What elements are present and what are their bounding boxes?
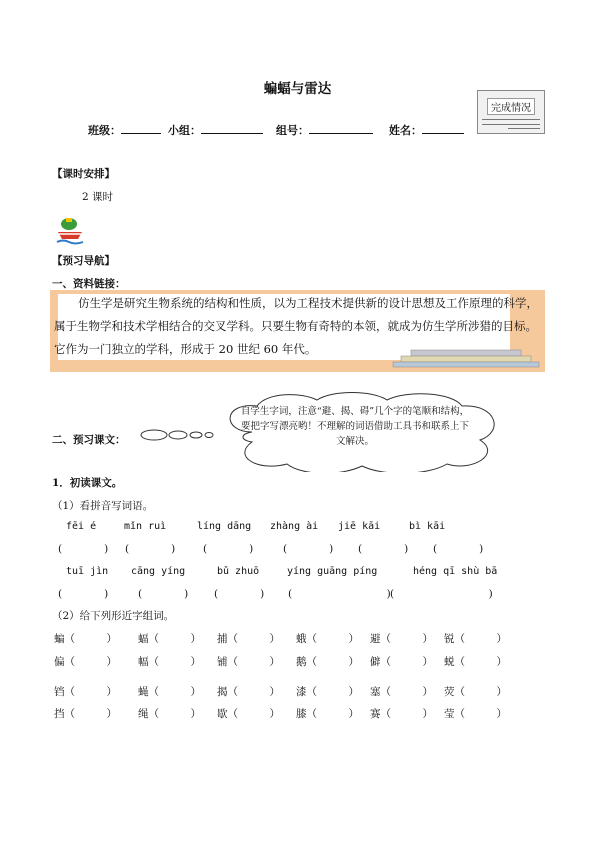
char-4-6: 莹（ ） [444,708,507,720]
cloud-text: 自学生字词，注意“避、揭、碍”几个字的笔顺和结构，要把字写漂亮哟！不理解的词语借助工具书和联系上下文解决。 [240,406,470,447]
char: 莹 [444,708,455,720]
section1-heading: 一、资料链接： [52,278,126,290]
answer-1-1[interactable]: ( ) [58,543,109,555]
name-label: 姓名： [389,124,422,137]
answer-2-1[interactable]: ( ) [58,588,109,600]
pinyin-1-3: líng dāng [197,521,252,532]
pinyin-1-2: mǐn ruì [124,521,167,532]
name-field[interactable] [422,123,464,134]
completion-stamp-label: 完成情况 [487,98,535,115]
answer-2-3[interactable]: ( ) [214,588,265,600]
answer-1-5[interactable]: ( ) [358,543,409,555]
char: 蝠 [138,633,149,645]
schedule-value: 2 课时 [82,191,114,203]
group-no-field[interactable] [309,123,373,134]
char-2-2: 幅（ ） [138,656,201,668]
char-3-5: 塞（ ） [370,686,433,698]
char-2-4: 鹅（ ） [296,656,359,668]
char: 荧 [444,686,455,698]
group-no-label: 组号： [276,124,309,137]
pinyin-1-4: zhàng ài [270,521,319,532]
answer-1-2[interactable]: ( ) [125,543,176,555]
answer-2-5[interactable]: ( ) [390,588,493,600]
group-field[interactable] [201,123,263,134]
char: 歇 [217,708,228,720]
char: 蝇 [138,686,149,698]
char: 赛 [370,708,381,720]
char: 捕 [217,633,228,645]
class-field[interactable] [121,123,161,134]
char: 塞 [370,686,381,698]
answer-1-4[interactable]: ( ) [283,543,334,555]
char: 揭 [217,686,228,698]
answer-2-2[interactable]: ( ) [138,588,189,600]
answer-2-4[interactable]: ( ) [288,588,391,600]
pinyin-2-3: bǔ zhuō [217,566,260,577]
info-group-no [276,122,373,138]
info-class [88,122,161,138]
char-2-6: 蜕（ ） [444,656,507,668]
char: 铺 [217,656,228,668]
char: 鹅 [296,656,307,668]
schedule-heading: 【课时安排】 [52,168,115,180]
char-4-5: 赛（ ） [370,708,433,720]
char-2-5: 僻（ ） [370,656,433,668]
pinyin-2-4: yíng guāng píng [287,566,378,577]
char: 蜕 [444,656,455,668]
char: 漆 [296,686,307,698]
char-1-6: 锐（ ） [444,633,507,645]
pinyin-2-1: tuī jìn [66,566,109,577]
char: 绳 [138,708,149,720]
answer-1-6[interactable]: ( ) [433,543,484,555]
preview-heading: 【预习导航】 [52,255,115,267]
char: 蛾 [296,633,307,645]
char-1-1: 蝙（ ） [54,633,117,645]
char: 铛 [54,686,65,698]
info-name [389,122,464,138]
thought-bubbles [124,428,224,442]
pinyin-1-6: bì kāi [409,521,446,532]
char-3-3: 揭（ ） [217,686,280,698]
resource-text: 仿生学是研究生物系统的结构和性质，以为工程技术提供新的设计思想及工作原理的科学，属于生物学和技术学相结合的交叉学科。只要生物有奇特的本领，就成为仿生学所涉猎的目标。它作为一门独立的学科，形成于 20 世纪 60 年代。 [54,296,538,356]
resource-banner [50,290,545,372]
char-1-2: 蝠（ ） [138,633,201,645]
pinyin-2-2: cāng yíng [131,566,186,577]
task1-sub2: （2）给下列形近字组词。 [52,610,175,622]
section2-heading: 二、预习课文： [52,434,126,446]
char-1-5: 避（ ） [370,633,433,645]
task1-sub1: （1）看拼音写词语。 [52,500,154,512]
char-3-6: 荧（ ） [444,686,507,698]
char-2-3: 铺（ ） [217,656,280,668]
char: 锐 [444,633,455,645]
pinyin-2-5: héng qī shù bā [413,566,498,577]
char: 避 [370,633,381,645]
char-4-1: 挡（ ） [54,708,117,720]
char-4-2: 绳（ ） [138,708,201,720]
char: 挡 [54,708,65,720]
boat-icon [55,214,85,246]
char-4-3: 歇（ ） [217,708,280,720]
char: 膝 [296,708,307,720]
char-1-4: 蛾（ ） [296,633,359,645]
char: 偏 [54,656,65,668]
char: 幅 [138,656,149,668]
char-4-4: 膝（ ） [296,708,359,720]
char: 蝙 [54,633,65,645]
completion-stamp [477,90,545,134]
task1-heading: 1．初读课文。 [52,477,123,489]
answer-1-3[interactable]: ( ) [203,543,254,555]
pinyin-1-5: jiē kāi [338,521,381,532]
char-3-2: 蝇（ ） [138,686,201,698]
char-3-1: 铛（ ） [54,686,117,698]
group-label: 小组： [168,124,201,137]
class-label: 班级： [88,124,121,137]
char-2-1: 偏（ ） [54,656,117,668]
page-title: 蝙蝠与雷达 [263,81,332,97]
info-group [168,122,263,138]
pinyin-1-1: fēi é [66,521,97,532]
char-1-3: 捕（ ） [217,633,280,645]
char: 僻 [370,656,381,668]
char-3-4: 漆（ ） [296,686,359,698]
